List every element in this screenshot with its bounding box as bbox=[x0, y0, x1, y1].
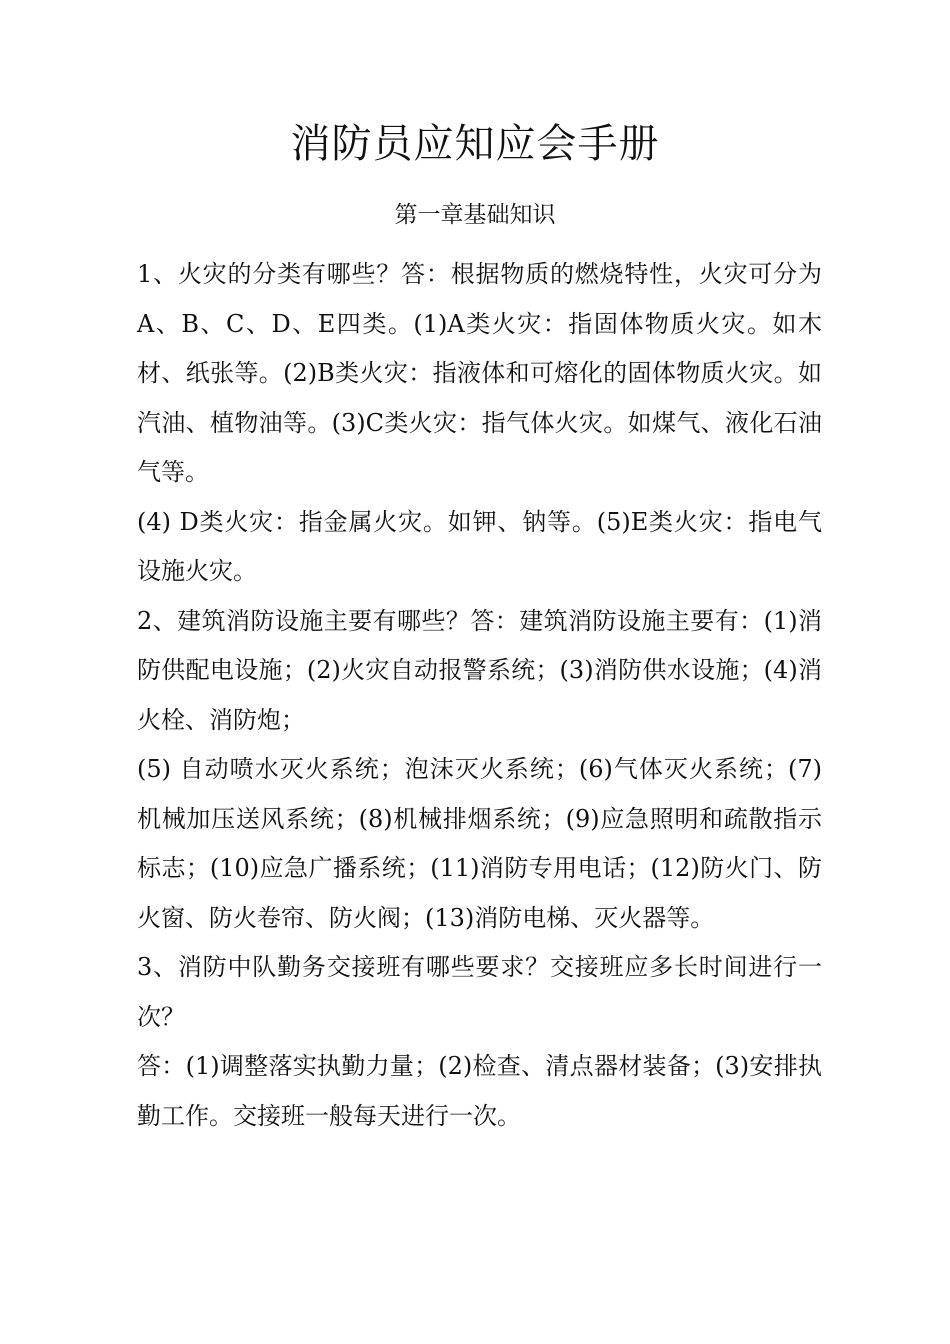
document-title: 消防员应知应会手册 bbox=[290, 121, 660, 167]
paragraph-shift-handover-question: 3、消防中队勤务交接班有哪些要求？交接班应多长时间进行一次？ bbox=[137, 953, 822, 1031]
paragraph-fire-classification: 1、火灾的分类有哪些？答：根据物质的燃烧特性，火灾可分为A、B、C、D、E四类。(1)A类火灾：指固体物质火灾。如木材、纸张等。(2)B类火灾：指液体和可熔化的固体物质火灾。如汽油、植物油等。(3)C类火灾：指气体火灾。如煤气、液化石油气等。 bbox=[137, 260, 822, 486]
paragraph-fire-classification-cont: (4) D类火灾：指金属火灾。如钾、钠等。(5)E类火灾：指电气设施火灾。 bbox=[137, 507, 822, 585]
paragraph-shift-handover-answer: 答：(1)调整落实执勤力量；(2)检查、清点器材装备；(3)安排执勤工作。交接班一般每天进行一次。 bbox=[137, 1052, 822, 1130]
document-body bbox=[137, 250, 822, 1141]
paragraph-building-facilities-cont: (5) 自动喷水灭火系统；泡沫灭火系统；(6)气体灭火系统；(7)机械加压送风系统；(8)机械排烟系统；(9)应急照明和疏散指示标志；(10)应急广播系统；(11)消防专用电话；(12)防火门、防火窗、防火卷帘、防火阀；(13)消防电梯、灭火器等。 bbox=[137, 755, 822, 932]
paragraph-building-facilities: 2、建筑消防设施主要有哪些？答：建筑消防设施主要有：(1)消防供配电设施；(2)火灾自动报警系统；(3)消防供水设施；(4)消火栓、消防炮； bbox=[137, 606, 822, 734]
chapter-heading: 第一章基础知识 bbox=[394, 202, 556, 228]
